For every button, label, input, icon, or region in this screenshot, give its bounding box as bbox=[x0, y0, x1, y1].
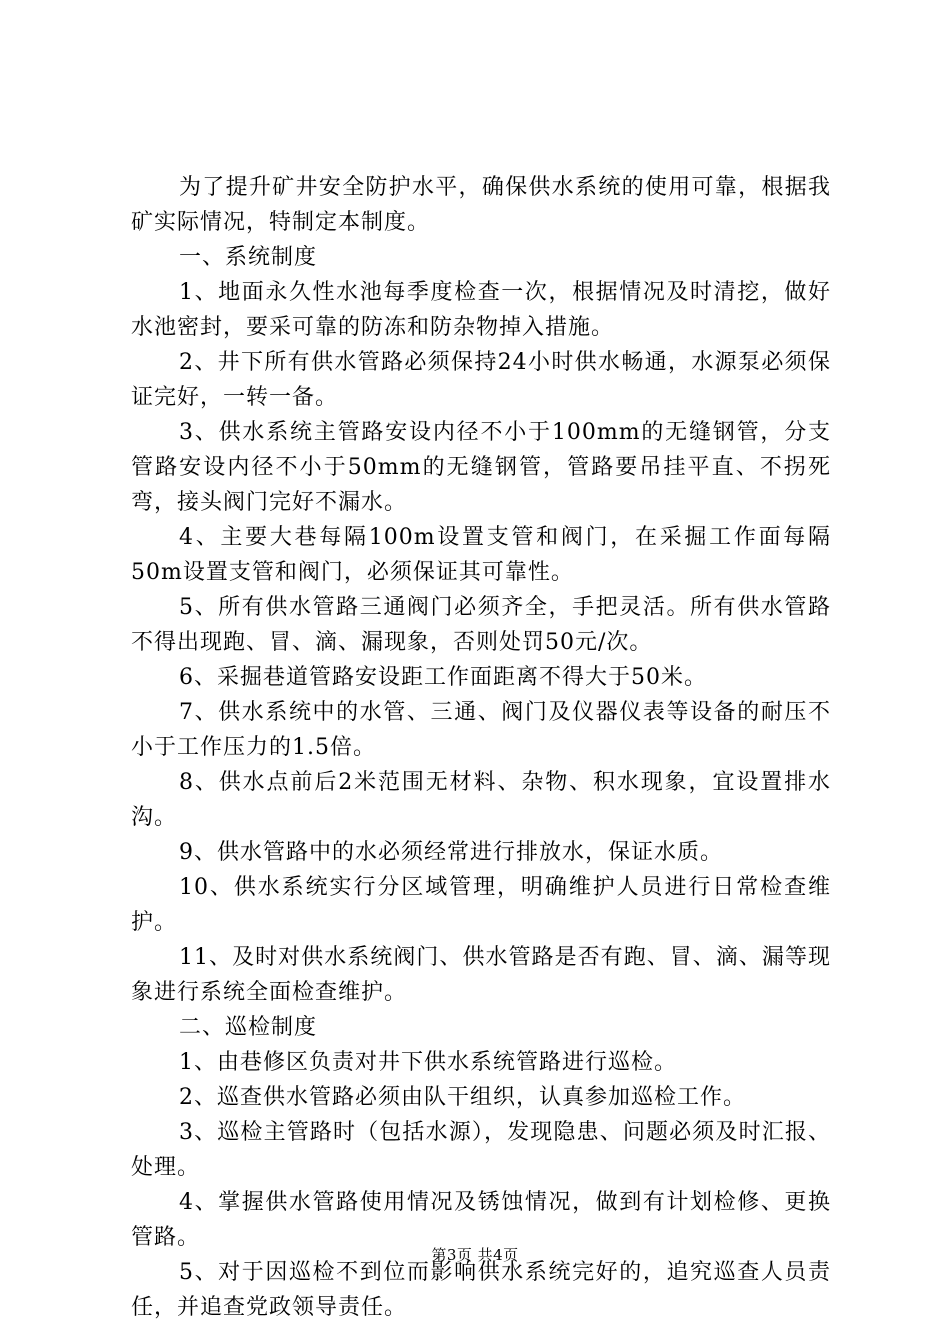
rule-paragraph: 5、所有供水管路三通阀门必须齐全，手把灵活。所有供水管路不得出现跑、冒、滴、漏现象，否则处罚50元/次。 bbox=[131, 595, 831, 655]
rule-paragraph: 9、供水管路中的水必须经常进行排放水，保证水质。 bbox=[179, 840, 723, 865]
rule-paragraph: 3、供水系统主管路安设内径不小于100mm的无缝钢管，分支管路安设内径不小于50mm的无缝钢管，管路要吊挂平直、不拐死弯，接头阀门完好不漏水。 bbox=[131, 420, 832, 515]
rule-paragraph: 4、掌握供水管路使用情况及锈蚀情况，做到有计划检修、更换管路。 bbox=[131, 1190, 831, 1250]
rule-paragraph: 7、供水系统中的水管、三通、阀门及仪器仪表等设备的耐压不小于工作压力的1.5倍。 bbox=[131, 700, 831, 760]
section-heading-system: 一、系统制度 bbox=[179, 245, 318, 270]
rule-paragraph: 1、地面永久性水池每季度检查一次，根据情况及时清挖，做好水池密封，要采可靠的防冻和防杂物掉入措施。 bbox=[131, 280, 831, 340]
section-heading-inspection: 二、巡检制度 bbox=[179, 1015, 318, 1040]
rule-paragraph: 10、供水系统实行分区域管理，明确维护人员进行日常检查维护。 bbox=[131, 875, 831, 935]
document-body bbox=[131, 170, 831, 1325]
rule-paragraph: 5、对于因巡检不到位而影响供水系统完好的，追究巡查人员责任，并追查党政领导责任。 bbox=[131, 1260, 831, 1320]
intro-paragraph: 为了提升矿井安全防护水平，确保供水系统的使用可靠，根据我矿实际情况，特制定本制度。 bbox=[131, 175, 831, 235]
rule-paragraph: 2、井下所有供水管路必须保持24小时供水畅通，水源泵必须保证完好，一转一备。 bbox=[131, 350, 831, 410]
page-footer bbox=[0, 1245, 950, 1265]
rule-paragraph: 3、巡检主管路时（包括水源），发现隐患、问题必须及时汇报、处理。 bbox=[131, 1120, 831, 1180]
rule-paragraph: 4、主要大巷每隔100m设置支管和阀门，在采掘工作面每隔50m设置支管和阀门，必须保证其可靠性。 bbox=[131, 525, 831, 585]
rule-paragraph: 2、巡查供水管路必须由队干组织，认真参加巡检工作。 bbox=[179, 1085, 746, 1110]
rule-paragraph: 11、及时对供水系统阀门、供水管路是否有跑、冒、滴、漏等现象进行系统全面检查维护。 bbox=[131, 945, 831, 1005]
rule-paragraph: 8、供水点前后2米范围无材料、杂物、积水现象，宜设置排水沟。 bbox=[131, 770, 831, 830]
rule-paragraph: 1、由巷修区负责对井下供水系统管路进行巡检。 bbox=[179, 1050, 677, 1075]
page-number-label: 第3页 共4页 bbox=[431, 1246, 519, 1264]
rule-paragraph: 6、采掘巷道管路安设距工作面距离不得大于50米。 bbox=[179, 665, 707, 690]
